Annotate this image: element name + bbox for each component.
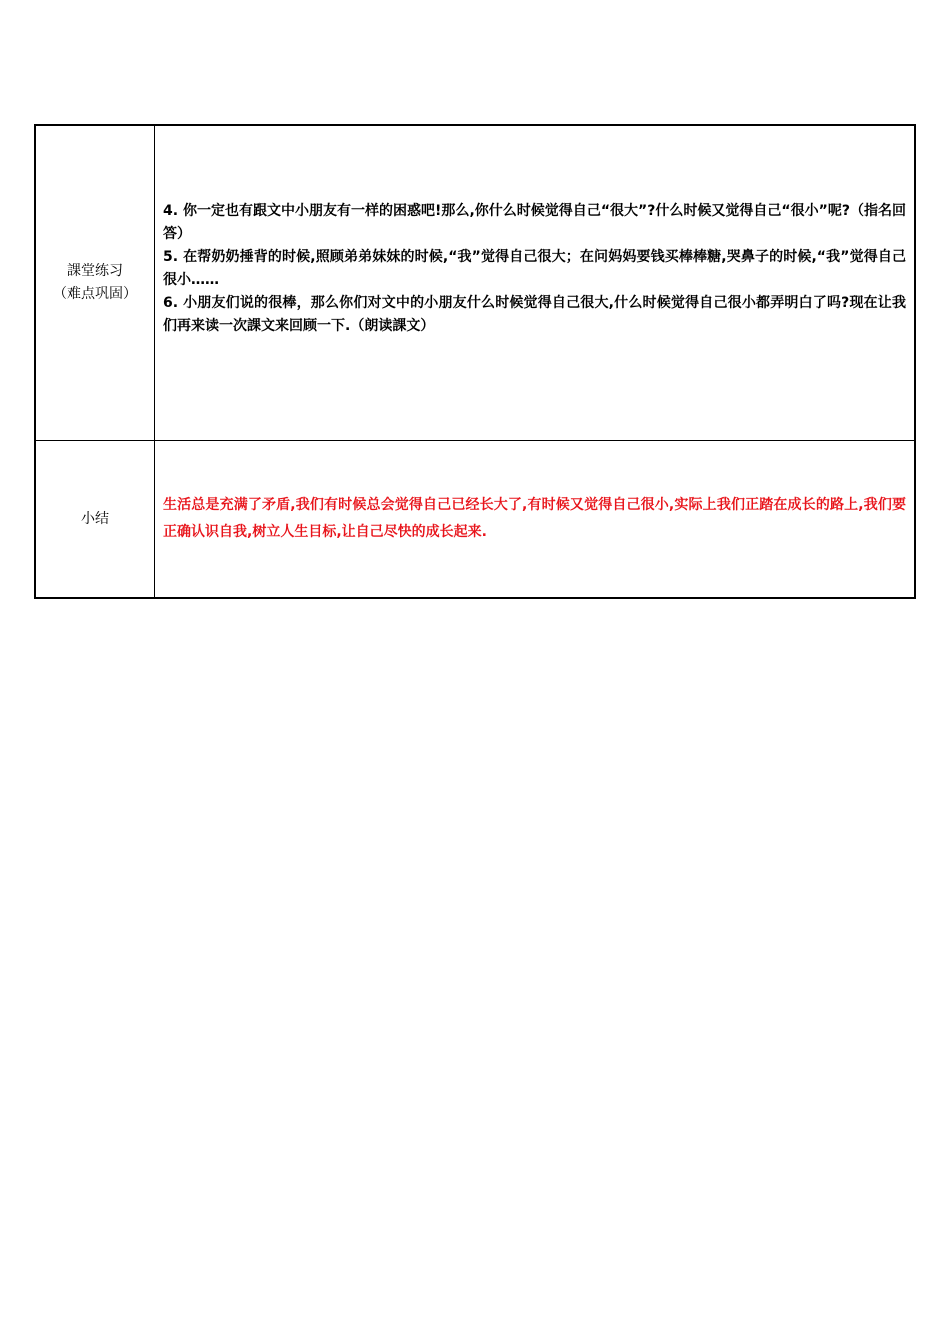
practice-sublabel: （难点巩固） (53, 286, 137, 302)
practice-label-cell (35, 125, 155, 441)
practice-label: 課堂练习 (67, 263, 123, 279)
summary-label-cell (35, 441, 155, 599)
summary-label: 小结 (81, 510, 109, 527)
exercise-item-4: 4. 你一定也有跟文中小朋友有一样的困惑吧!那么,你什么时候觉得自己“很大”?什么时候又觉得自己“很小”呢?（指名回答） (163, 203, 906, 242)
lesson-plan-table (34, 124, 916, 599)
summary-content-cell (155, 441, 916, 599)
practice-content-cell (155, 125, 916, 441)
exercise-item-6: 6. 小朋友们说的很棒，那么你们对文中的小朋友什么时候觉得自己很大,什么时候觉得自己很小都弄明白了吗?现在让我们再来读一次課文来回顾一下.（朗读課文） (163, 295, 906, 334)
summary-text: 生活总是充满了矛盾,我们有时候总会觉得自己已经长大了,有时候又觉得自己很小,实际上我们正踏在成长的路上,我们要正确认识自我,树立人生目标,让自己尽快的成长起来. (163, 497, 906, 540)
practice-row (35, 125, 915, 441)
exercise-item-5: 5. 在帮奶奶捶背的时候,照顾弟弟妹妹的时候,“我”觉得自己很大；在问妈妈要钱买棒棒糖,哭鼻子的时候,“我”觉得自己很小…… (163, 249, 906, 288)
exercise-list (163, 200, 906, 338)
summary-row (35, 441, 915, 599)
